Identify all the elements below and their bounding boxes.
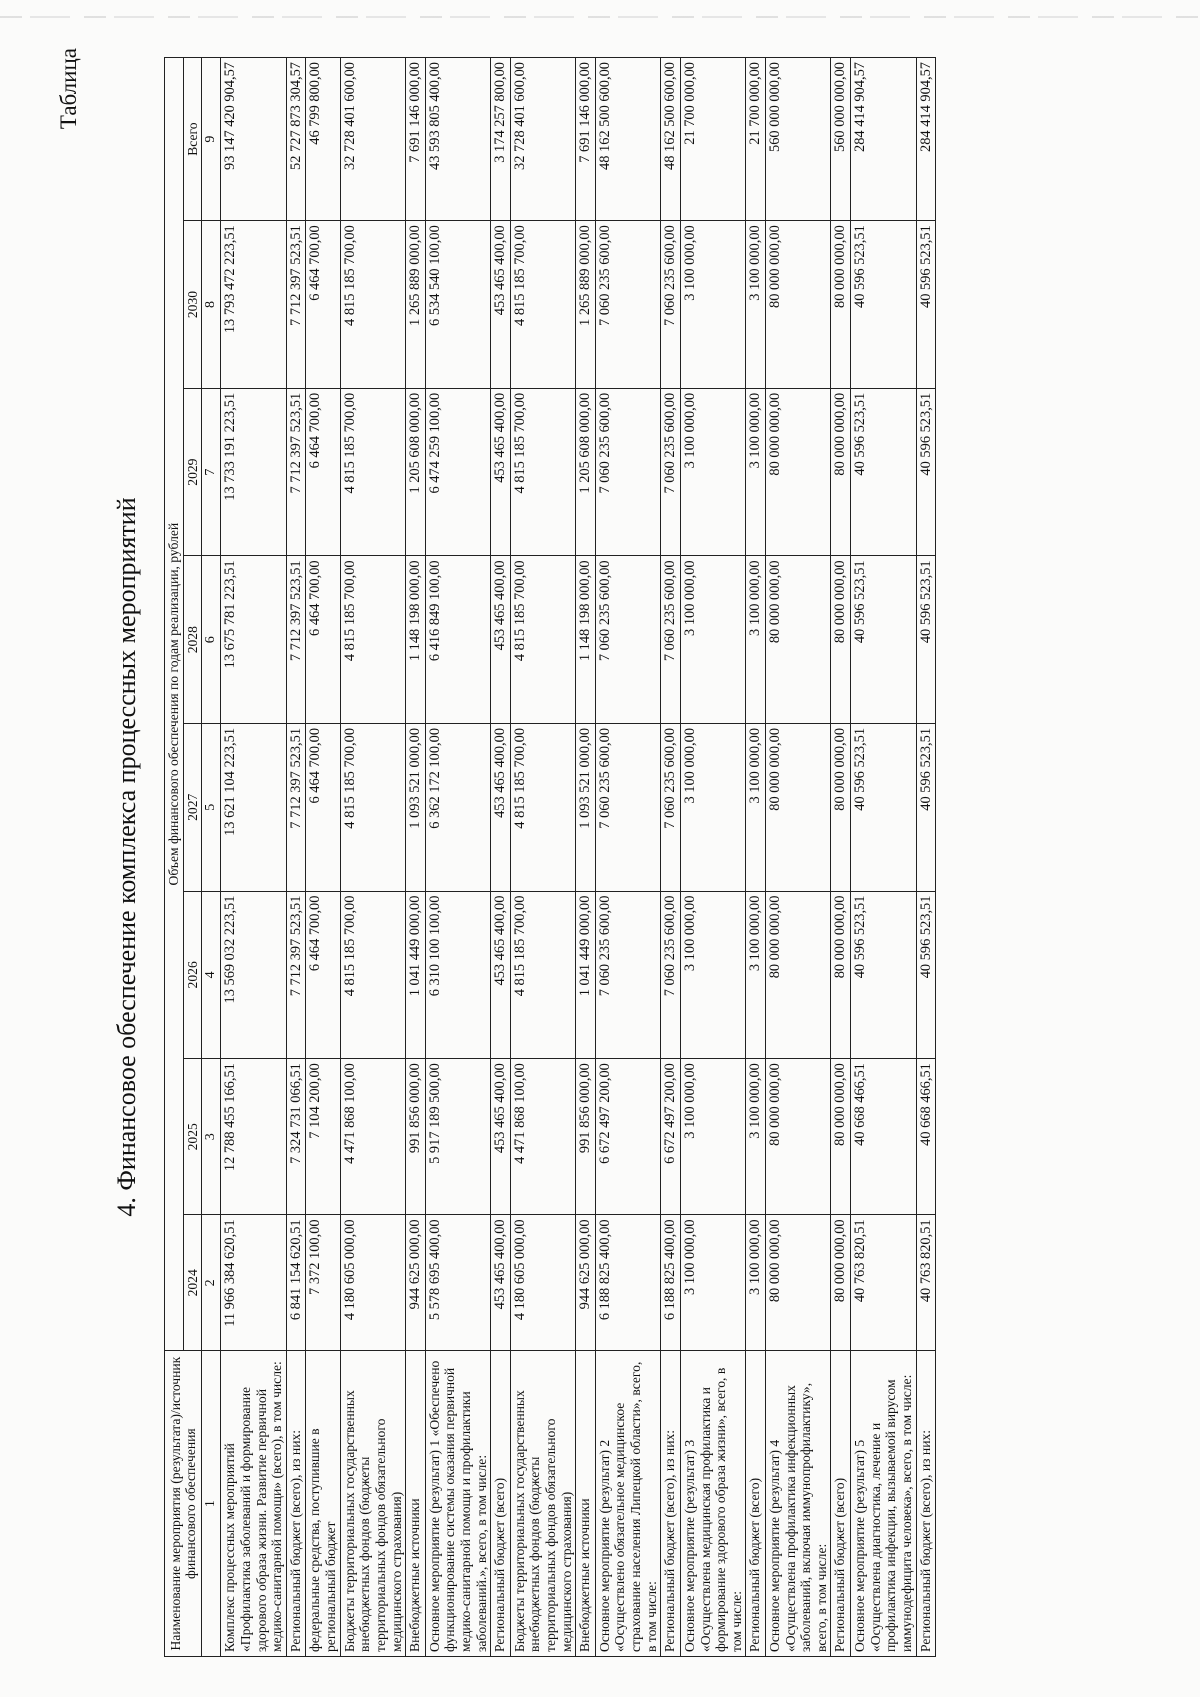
row-name-cell: Региональный бюджет (всего), из них:: [916, 1351, 936, 1657]
value-cell: 4 815 185 700,00: [510, 556, 576, 724]
value-cell: 4 815 185 700,00: [340, 388, 406, 556]
value-cell: 1 041 449 000,00: [406, 891, 426, 1059]
value-cell: 80 000 000,00: [765, 556, 831, 724]
value-cell: 32 728 401 600,00: [340, 58, 406, 221]
value-cell: 40 596 523,51: [916, 723, 936, 891]
header-group-label: Объем финансового обеспечения по годам реализации, рублей: [165, 58, 184, 1351]
value-cell: 40 596 523,51: [851, 556, 917, 724]
value-cell: 6 464 700,00: [306, 221, 340, 389]
table-row: [851, 58, 917, 1657]
value-cell: 453 465 400,00: [491, 221, 511, 389]
value-cell: 11 966 384 620,51: [221, 1215, 287, 1351]
value-cell: 3 100 000,00: [680, 1059, 746, 1215]
value-cell: 13 793 472 223,51: [221, 221, 287, 389]
header-index-cell: 8: [202, 221, 221, 389]
value-cell: 40 596 523,51: [851, 221, 917, 389]
value-cell: 284 414 904,57: [851, 58, 917, 221]
value-cell: 40 596 523,51: [851, 723, 917, 891]
value-cell: 6 464 700,00: [306, 723, 340, 891]
value-cell: 40 596 523,51: [851, 388, 917, 556]
value-cell: 7 060 235 600,00: [661, 556, 681, 724]
value-cell: 43 593 805 400,00: [425, 58, 491, 221]
value-cell: 21 700 000,00: [746, 58, 766, 221]
table-row: [491, 58, 511, 1657]
value-cell: 40 596 523,51: [851, 891, 917, 1059]
row-name-cell: Региональный бюджет (всего): [746, 1351, 766, 1657]
value-cell: 3 100 000,00: [746, 891, 766, 1059]
value-cell: 5 578 695 400,00: [425, 1215, 491, 1351]
value-cell: 6 188 825 400,00: [661, 1215, 681, 1351]
value-cell: 1 093 521 000,00: [576, 723, 596, 891]
row-name-cell: Основное мероприятие (результат) 4 «Осуществлена профилактика инфекционных заболеваний, включая иммунопрофилактику», всего, в том числе:: [765, 1351, 831, 1657]
value-cell: 1 205 608 000,00: [576, 388, 596, 556]
value-cell: 944 625 000,00: [576, 1215, 596, 1351]
value-cell: 52 727 873 304,57: [286, 58, 306, 221]
value-cell: 3 100 000,00: [746, 723, 766, 891]
value-cell: 4 815 185 700,00: [340, 723, 406, 891]
value-cell: 1 093 521 000,00: [406, 723, 426, 891]
value-cell: 13 675 781 223,51: [221, 556, 287, 724]
value-cell: 80 000 000,00: [765, 1059, 831, 1215]
value-cell: 32 728 401 600,00: [510, 58, 576, 221]
row-name-cell: Основное мероприятие (результат) 2 «Осуществлено обязательное медицинское страхование населения Липецкой области», всего, в том числе:: [595, 1351, 661, 1657]
value-cell: 4 815 185 700,00: [340, 221, 406, 389]
value-cell: 560 000 000,00: [765, 58, 831, 221]
table-row: [680, 58, 746, 1657]
value-cell: 453 465 400,00: [491, 1059, 511, 1215]
value-cell: 4 471 868 100,00: [510, 1059, 576, 1215]
value-cell: 6 362 172 100,00: [425, 723, 491, 891]
row-name-cell: Региональный бюджет (всего): [831, 1351, 851, 1657]
header-year-cell: 2024: [183, 1215, 202, 1351]
value-cell: 6 188 825 400,00: [595, 1215, 661, 1351]
value-cell: 40 763 820,51: [851, 1215, 917, 1351]
row-name-cell: Бюджеты территориальных государственных внебюджетных фондов (бюджеты территориальных фондов обязательного медицинского страхования): [340, 1351, 406, 1657]
row-name-cell: Региональный бюджет (всего), из них:: [286, 1351, 306, 1657]
value-cell: 6 841 154 620,51: [286, 1215, 306, 1351]
table-row: [425, 58, 491, 1657]
header-year-cell: Всего: [183, 58, 202, 221]
value-cell: 4 815 185 700,00: [510, 891, 576, 1059]
value-cell: 1 265 889 000,00: [576, 221, 596, 389]
table-row: [595, 58, 661, 1657]
value-cell: 80 000 000,00: [765, 388, 831, 556]
table-row: [406, 58, 426, 1657]
value-cell: 40 668 466,51: [916, 1059, 936, 1215]
header-name-col: Наименование мероприятия (результата)/источник финансового обеспечения: [165, 1351, 202, 1657]
value-cell: 12 788 455 166,51: [221, 1059, 287, 1215]
value-cell: 3 100 000,00: [680, 221, 746, 389]
table-row: [916, 58, 936, 1657]
value-cell: 6 672 497 200,00: [661, 1059, 681, 1215]
value-cell: 4 815 185 700,00: [510, 388, 576, 556]
value-cell: 7 691 146 000,00: [576, 58, 596, 221]
row-name-cell: Основное мероприятие (результат) 3 «Осуществлена медицинская профилактика и формирование здорового образа жизни», всего, в том числе:: [680, 1351, 746, 1657]
value-cell: 80 000 000,00: [831, 388, 851, 556]
value-cell: 944 625 000,00: [406, 1215, 426, 1351]
header-index-cell: 2: [202, 1215, 221, 1351]
header-year-cell: 2027: [183, 723, 202, 891]
value-cell: 46 799 800,00: [306, 58, 340, 221]
table-caption: Таблица: [56, 48, 81, 130]
value-cell: 1 205 608 000,00: [406, 388, 426, 556]
value-cell: 6 416 849 100,00: [425, 556, 491, 724]
value-cell: 13 733 191 223,51: [221, 388, 287, 556]
value-cell: 13 569 032 223,51: [221, 891, 287, 1059]
value-cell: 7 060 235 600,00: [595, 723, 661, 891]
value-cell: 6 310 100 100,00: [425, 891, 491, 1059]
table-row: [661, 58, 681, 1657]
value-cell: 284 414 904,57: [916, 58, 936, 221]
value-cell: 560 000 000,00: [831, 58, 851, 221]
header-row-1: [165, 58, 184, 1657]
value-cell: 5 917 189 500,00: [425, 1059, 491, 1215]
value-cell: 1 148 198 000,00: [406, 556, 426, 724]
row-name-cell: Региональный бюджет (всего), из них:: [661, 1351, 681, 1657]
header-year-cell: 2026: [183, 891, 202, 1059]
value-cell: 4 180 605 000,00: [340, 1215, 406, 1351]
value-cell: 991 856 000,00: [576, 1059, 596, 1215]
value-cell: 7 712 397 523,51: [286, 891, 306, 1059]
value-cell: 7 324 731 066,51: [286, 1059, 306, 1215]
value-cell: 4 815 185 700,00: [510, 723, 576, 891]
table-row: [340, 58, 406, 1657]
row-name-cell: Региональный бюджет (всего): [491, 1351, 511, 1657]
value-cell: 7 060 235 600,00: [661, 891, 681, 1059]
value-cell: 7 060 235 600,00: [595, 891, 661, 1059]
row-name-cell: Внебюджетные источники: [406, 1351, 426, 1657]
header-year-cell: 2025: [183, 1059, 202, 1215]
value-cell: 453 465 400,00: [491, 891, 511, 1059]
value-cell: 453 465 400,00: [491, 1215, 511, 1351]
value-cell: 991 856 000,00: [406, 1059, 426, 1215]
value-cell: 80 000 000,00: [831, 891, 851, 1059]
value-cell: 80 000 000,00: [831, 1059, 851, 1215]
table-row: [286, 58, 306, 1657]
value-cell: 4 815 185 700,00: [510, 221, 576, 389]
header-index-row: [202, 58, 221, 1657]
value-cell: 3 100 000,00: [680, 723, 746, 891]
value-cell: 4 815 185 700,00: [340, 556, 406, 724]
table-row: [746, 58, 766, 1657]
value-cell: 7 712 397 523,51: [286, 723, 306, 891]
table-row: [510, 58, 576, 1657]
value-cell: 80 000 000,00: [765, 723, 831, 891]
row-name-cell: Бюджеты территориальных государственных внебюджетных фондов (бюджеты территориальных фондов обязательного медицинского страхования): [510, 1351, 576, 1657]
value-cell: 4 180 605 000,00: [510, 1215, 576, 1351]
value-cell: 13 621 104 223,51: [221, 723, 287, 891]
value-cell: 6 464 700,00: [306, 388, 340, 556]
header-index-cell: 6: [202, 556, 221, 724]
header-index-cell: 4: [202, 891, 221, 1059]
table-row: [221, 58, 287, 1657]
value-cell: 21 700 000,00: [680, 58, 746, 221]
value-cell: 4 471 868 100,00: [340, 1059, 406, 1215]
value-cell: 7 060 235 600,00: [595, 556, 661, 724]
page-title: 4. Финансовое обеспечение комплекса процессных мероприятий: [112, 497, 141, 1217]
header-index-cell: 5: [202, 723, 221, 891]
value-cell: 3 100 000,00: [746, 1215, 766, 1351]
value-cell: 453 465 400,00: [491, 388, 511, 556]
value-cell: 7 104 200,00: [306, 1059, 340, 1215]
value-cell: 40 763 820,51: [916, 1215, 936, 1351]
header-index-cell: 7: [202, 388, 221, 556]
value-cell: 6 464 700,00: [306, 556, 340, 724]
value-cell: 40 596 523,51: [916, 388, 936, 556]
value-cell: 48 162 500 600,00: [661, 58, 681, 221]
value-cell: 80 000 000,00: [831, 1215, 851, 1351]
value-cell: 80 000 000,00: [765, 891, 831, 1059]
value-cell: 7 712 397 523,51: [286, 221, 306, 389]
table-body: [221, 58, 936, 1657]
value-cell: 1 041 449 000,00: [576, 891, 596, 1059]
value-cell: 453 465 400,00: [491, 556, 511, 724]
value-cell: 7 060 235 600,00: [595, 388, 661, 556]
header-year-cell: 2030: [183, 221, 202, 389]
header-index-cell: 3: [202, 1059, 221, 1215]
value-cell: 1 148 198 000,00: [576, 556, 596, 724]
value-cell: 80 000 000,00: [831, 221, 851, 389]
value-cell: 93 147 420 904,57: [221, 58, 287, 221]
table-row: [576, 58, 596, 1657]
row-name-cell: Основное мероприятие (результат) 1 «Обеспечено функционирование системы оказания первичной медико-санитарной помощи и профилактики заболеваний.», всего, в том числе:: [425, 1351, 491, 1657]
value-cell: 48 162 500 600,00: [595, 58, 661, 221]
value-cell: 6 474 259 100,00: [425, 388, 491, 556]
value-cell: 7 060 235 600,00: [661, 723, 681, 891]
value-cell: 3 100 000,00: [746, 1059, 766, 1215]
value-cell: 453 465 400,00: [491, 723, 511, 891]
value-cell: 7 060 235 600,00: [661, 388, 681, 556]
header-index-cell: 9: [202, 58, 221, 221]
value-cell: 80 000 000,00: [831, 723, 851, 891]
table-row: [765, 58, 831, 1657]
value-cell: 80 000 000,00: [765, 221, 831, 389]
row-name-cell: Основное мероприятие (результат) 5 «Осуществлена диагностика, лечение и профилактика инфекции, вызываемой вирусом иммунодефицита человека», всего, в том числе:: [851, 1351, 917, 1657]
header-index-cell: 1: [202, 1351, 221, 1657]
value-cell: 40 596 523,51: [916, 556, 936, 724]
value-cell: 3 100 000,00: [680, 556, 746, 724]
value-cell: 3 100 000,00: [746, 388, 766, 556]
financing-table: [164, 57, 936, 1657]
header-year-cell: 2028: [183, 556, 202, 724]
table-row: [306, 58, 340, 1657]
row-name-cell: Комплекс процессных мероприятий «Профилактика заболеваний и формирование здорового образа жизни. Развитие первичной медико-санитарной помощи» (всего), в том числе:: [221, 1351, 287, 1657]
value-cell: 80 000 000,00: [831, 556, 851, 724]
value-cell: 7 691 146 000,00: [406, 58, 426, 221]
value-cell: 7 712 397 523,51: [286, 556, 306, 724]
value-cell: 3 100 000,00: [746, 556, 766, 724]
header-year-cell: 2029: [183, 388, 202, 556]
row-name-cell: Внебюджетные источники: [576, 1351, 596, 1657]
value-cell: 3 100 000,00: [680, 1215, 746, 1351]
value-cell: 7 372 100,00: [306, 1215, 340, 1351]
value-cell: 80 000 000,00: [765, 1215, 831, 1351]
value-cell: 3 100 000,00: [680, 388, 746, 556]
value-cell: 4 815 185 700,00: [340, 891, 406, 1059]
value-cell: 7 060 235 600,00: [595, 221, 661, 389]
value-cell: 40 596 523,51: [916, 221, 936, 389]
value-cell: 7 712 397 523,51: [286, 388, 306, 556]
value-cell: 3 100 000,00: [680, 891, 746, 1059]
value-cell: 7 060 235 600,00: [661, 221, 681, 389]
table-row: [831, 58, 851, 1657]
value-cell: 6 672 497 200,00: [595, 1059, 661, 1215]
value-cell: 3 174 257 800,00: [491, 58, 511, 221]
value-cell: 3 100 000,00: [746, 221, 766, 389]
value-cell: 6 534 540 100,00: [425, 221, 491, 389]
value-cell: 40 668 466,51: [851, 1059, 917, 1215]
value-cell: 6 464 700,00: [306, 891, 340, 1059]
value-cell: 1 265 889 000,00: [406, 221, 426, 389]
row-name-cell: федеральные средства, поступившие в региональный бюджет: [306, 1351, 340, 1657]
value-cell: 40 596 523,51: [916, 891, 936, 1059]
